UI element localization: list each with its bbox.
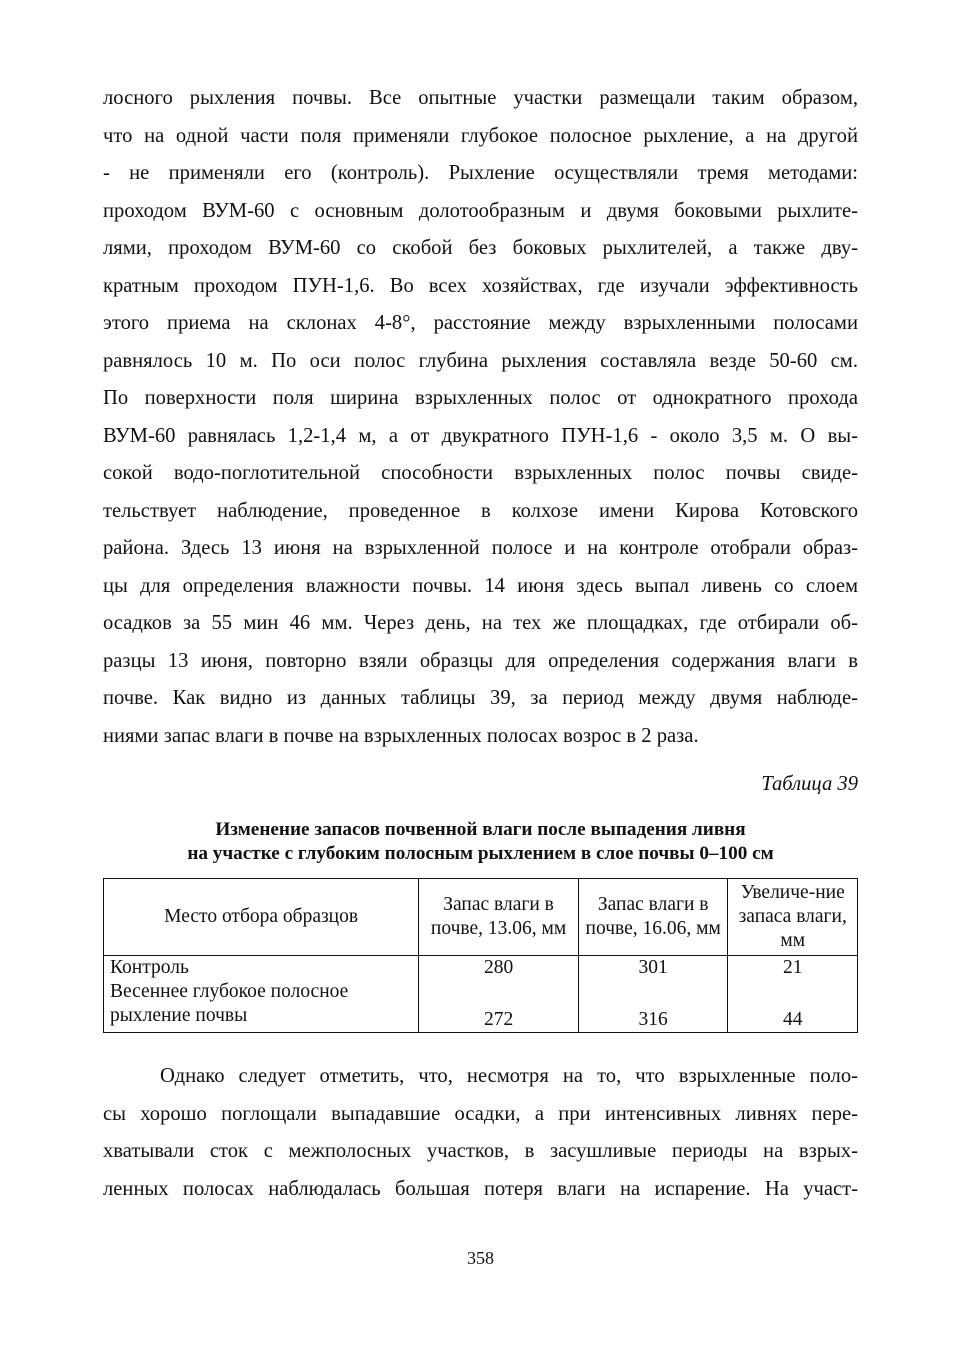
body-paragraph-1 [103,80,858,755]
text-line: проходом ВУМ-60 с основным долотообразным и двумя боковыми рыхлите- [103,199,858,222]
table-title-line: Изменение запасов почвенной влаги после выпадения ливня [215,819,746,840]
table-title [103,818,858,866]
value-control-1606: 301 [638,957,668,978]
place-text: рыхление почвы [110,1005,248,1026]
header-sampling-place: Место отбора образцов [104,879,419,956]
text-line: равнялось 10 м. По оси полос глубина рыхления составляла везде 50-60 см. [103,349,858,372]
place-text: Контроль [110,957,189,978]
cell-increase [728,956,858,1033]
text-line: района. Здесь 13 июня на взрыхленной полосе и на контроле отобрали образ- [103,537,858,559]
table-header-row [104,879,858,956]
text-line: кратным проходом ПУН-1,6. Во всех хозяйствах, где изучали эффективность [103,274,858,297]
text-line: ВУМ-60 равнялась 1,2-1,4 м, а от двукратного ПУН-1,6 - около 3,5 м. О вы- [103,424,858,447]
cell-place [104,956,419,1033]
text-line: По поверхности поля ширина взрыхленных полос от однократного прохода [103,387,858,409]
table-title-line: на участке с глубоким полосным рыхлением в слое почвы 0–100 см [187,843,774,864]
value-loosening-1606: 316 [638,1009,668,1030]
place-text: Весеннее глубокое полосное [110,981,349,1002]
text-line: осадков за 55 мин 46 мм. Через день, на тех же площадках, где отбирали об- [103,612,858,634]
value-control-1306: 280 [483,957,514,978]
value-loosening-1306: 272 [483,1009,514,1030]
cell-moisture-1306 [419,956,579,1033]
text-line: лями, проходом ВУМ-60 со скобой без боковых рыхлителей, а также дву- [103,237,858,259]
text-line: что на одной части поля применяли глубокое полосное рыхление, а на другой [103,124,858,147]
value-loosening-increase: 44 [782,1009,803,1030]
table-number-label: Таблица 39 [761,773,858,795]
body-paragraph-2 [103,1058,858,1208]
header-increase: Увеличе-ние запаса влаги, мм [728,879,858,956]
text-line: ленных полосах наблюдалась большая потеря влаги на испарение. На участ- [103,1177,858,1200]
table-row [104,956,858,1033]
text-line: почве. Как видно из данных таблицы 39, за период между двумя наблюде- [103,687,858,709]
text-line: Однако следует отметить, что, несмотря на то, что взрыхленные поло- [160,1065,858,1087]
text-line: сы хорошо поглощали выпадавшие осадки, а при интенсивных ливнях пере- [103,1102,858,1125]
text-line: лосного рыхления почвы. Все опытные участки размещали таким образом, [103,87,858,109]
value-control-increase: 21 [782,957,803,978]
cell-moisture-1606 [578,956,728,1033]
text-line: этого приема на склонах 4-8°, расстояние между взрыхленными полосами [103,312,858,334]
moisture-table [103,878,858,1033]
page-number: 358 [467,1248,494,1268]
text-line: тельствует наблюдение, проведенное в колхозе имени Кирова Котовского [103,499,858,522]
header-moisture-1306: Запас влаги в почве, 13.06, мм [419,879,579,956]
header-moisture-1606: Запас влаги в почве, 16.06, мм [578,879,728,956]
text-line: хватывали сток с межполосных участков, в засушливые периоды на взрых- [103,1140,858,1162]
text-line: цы для определения влажности почвы. 14 июня здесь выпал ливень со слоем [103,574,858,597]
text-line: сокой водо-поглотительной способности взрыхленных полос почвы свиде- [103,462,858,484]
text-line: ниями запас влаги в почве на взрыхленных полосах возрос в 2 раза. [103,724,699,747]
text-line: разцы 13 июня, повторно взяли образцы для определения содержания влаги в [103,649,858,672]
text-line: - не применяли его (контроль). Рыхление осуществляли тремя методами: [103,162,858,184]
